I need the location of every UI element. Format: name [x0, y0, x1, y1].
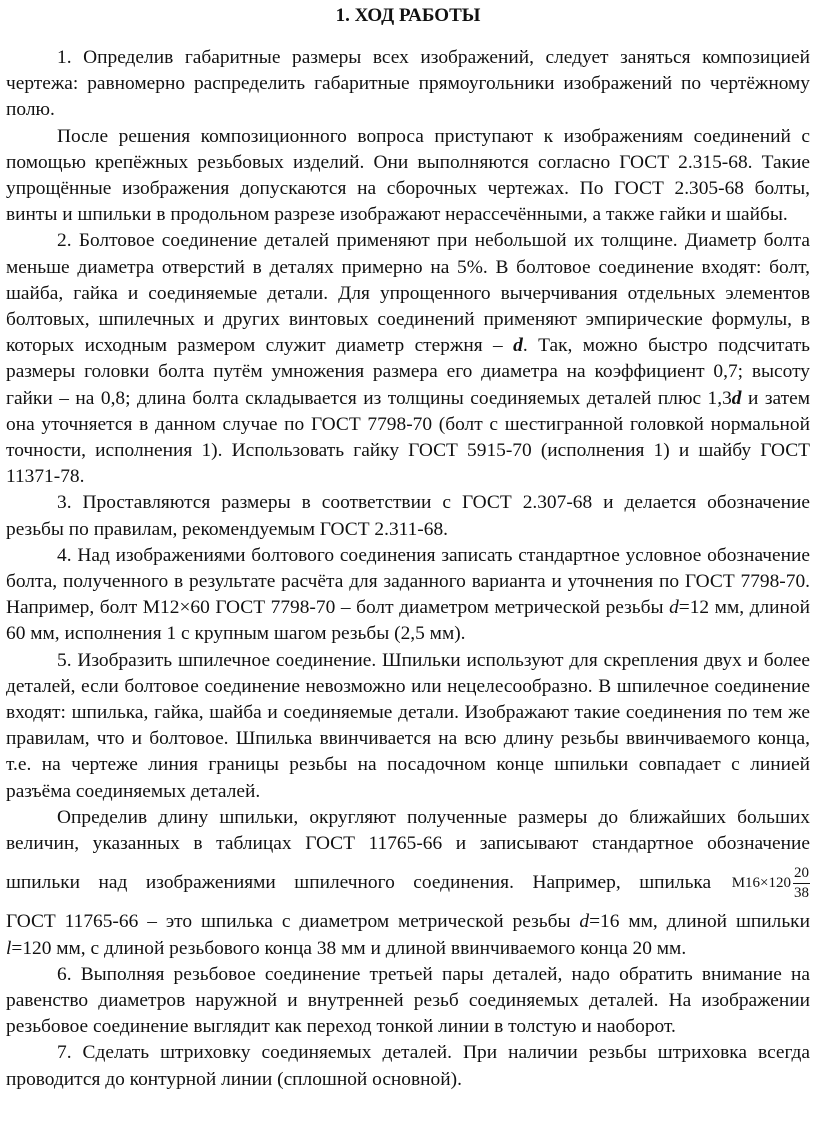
- paragraph-dimensions: 3. Проставляются размеры в соответствии с ГОСТ 2.307-68 и делается обозначение резьбы по правилам, рекомендуемым ГОСТ 2.311-68.: [6, 492, 810, 540]
- diameter-symbol-2: d: [731, 387, 742, 409]
- paragraph-third-pair: 6. Выполняя резьбовое соединение третьей пары деталей, надо обратить внимание на равенство диаметров наружной и внутренней резьб соединяемых деталей. На изображении резьбовое соединение выглядит как переход тонкой линии в толстую и наоборот.: [6, 963, 810, 1038]
- paragraph-stud-connection: 5. Изобразить шпилечное соединение. Шпильки используют для скрепления двух и более деталей, если болтовое соединение невозможно или нецелесообразно. В шпилечное соединение входят: шпилька, гайка, шайба и соединяемые детали. Изображают такие соединения по тем же правилам, что и болтовое. Шпилька ввинчивается на всю длину резьбы ввинчиваемого конца, т.е. на чертеже линия границы резьбы на посадочном конце шпильки совпадает с линией разъёма соединяемых деталей.: [6, 649, 810, 802]
- paragraph-bolt-designation: [6, 543, 810, 648]
- stud-text-2: =16 мм, длиной шпильки: [589, 911, 810, 933]
- stud-formula-fraction: [793, 866, 810, 901]
- stud-text-1: ГОСТ 11765-66 – это шпилька с диаметром метрической резьбы: [6, 911, 580, 933]
- stud-formula-main: М16×120: [731, 875, 791, 892]
- section-heading: 1. ХОД РАБОТЫ: [335, 5, 481, 26]
- paragraph-stud-formula-line: [6, 857, 810, 909]
- paragraph-hatching: 7. Сделать штриховку соединяемых деталей. При наличии резьбы штриховка всегда проводится до контурной линии (сплошной основной).: [6, 1042, 810, 1090]
- diameter-symbol-3: d: [669, 597, 679, 619]
- stud-designation-formula: [732, 866, 810, 901]
- spacer: [6, 33, 810, 45]
- bolt-text-2: . Так, можно быстро подсчитать размеры головки болта путём умножения размера его диаметра на коэффициент 0,7; высоту гайки – на 0,8; длина болта складывается из толщины соединяемых деталей плюс 1,3: [6, 335, 811, 409]
- paragraph-stud-explanation: [6, 909, 810, 961]
- stud-formula-lead: шпильки над изображениями шпилечного соединения. Например, шпилька: [6, 872, 712, 894]
- length-symbol: l: [6, 937, 12, 959]
- paragraph-bolt-connection: [6, 228, 810, 490]
- paragraph-stud-length-intro: Определив длину шпильки, округляют полученные размеры до ближайших больших величин, указанных в таблицах ГОСТ 11765-66 и записывают стандартное обозначение: [6, 806, 810, 855]
- designation-text-1: 4. Над изображениями болтового соединения записать стандартное условное обозначение болта, полученного в результате расчёта для заданного варианта и уточнения по ГОСТ 7798-70. Например, болт М12×60 ГОСТ 7798-70 – болт диаметром метрической резьбы: [6, 544, 810, 619]
- paragraph-threaded-fasteners: После решения композиционного вопроса приступают к изображениям соединений с помощью крепёжных резьбовых изделий. Они выполняются согласно ГОСТ 2.315-68. Такие упрощённые изображения допускаются на сборочных чертежах. По ГОСТ 2.305-68 болты, винты и шпильки в продольном разрезе изображают нерассечёнными, а также гайки и шайбы.: [6, 125, 810, 226]
- stud-formula-numerator: 20: [793, 866, 810, 884]
- stud-formula-denominator: 38: [793, 885, 809, 902]
- diameter-symbol: d: [513, 335, 523, 357]
- designation-text-2: =12 мм, длиной 60 мм, исполнения 1 с крупным шагом резьбы (2,5 мм).: [6, 597, 811, 645]
- diameter-symbol-4: d: [579, 911, 590, 933]
- paragraph-composition: 1. Определив габаритные размеры всех изображений, следует заняться композицией чертежа: равномерно распределить габаритные прямоугольники изображений по чертёжному полю.: [6, 47, 810, 121]
- stud-text-3: =120 мм, с длиной резьбового конца 38 мм и длиной ввинчиваемого конца 20 мм.: [11, 937, 687, 959]
- bolt-text-3: и затем она уточняется в данном случае по ГОСТ 7798-70 (болт с шестигранной головкой нормальной точности, исполнения 1). Использовать гайку ГОСТ 5915-70 (исполнения 1) и шайбу ГОСТ 11371-78.: [6, 387, 810, 488]
- bolt-text-1: 2. Болтовое соединение деталей применяют при небольшой их толщине. Диаметр болта меньше диаметра отверстий в деталях примерно на 5%. В болтовое соединение входят: болт, шайба, гайка и соединяемые детали. Для упрощенного вычерчивания отдельных элементов болтовых, шпилечных и других винтовых соединений применяют эмпирические формулы, в которых исходным размером служит диаметр стержня –: [6, 230, 810, 357]
